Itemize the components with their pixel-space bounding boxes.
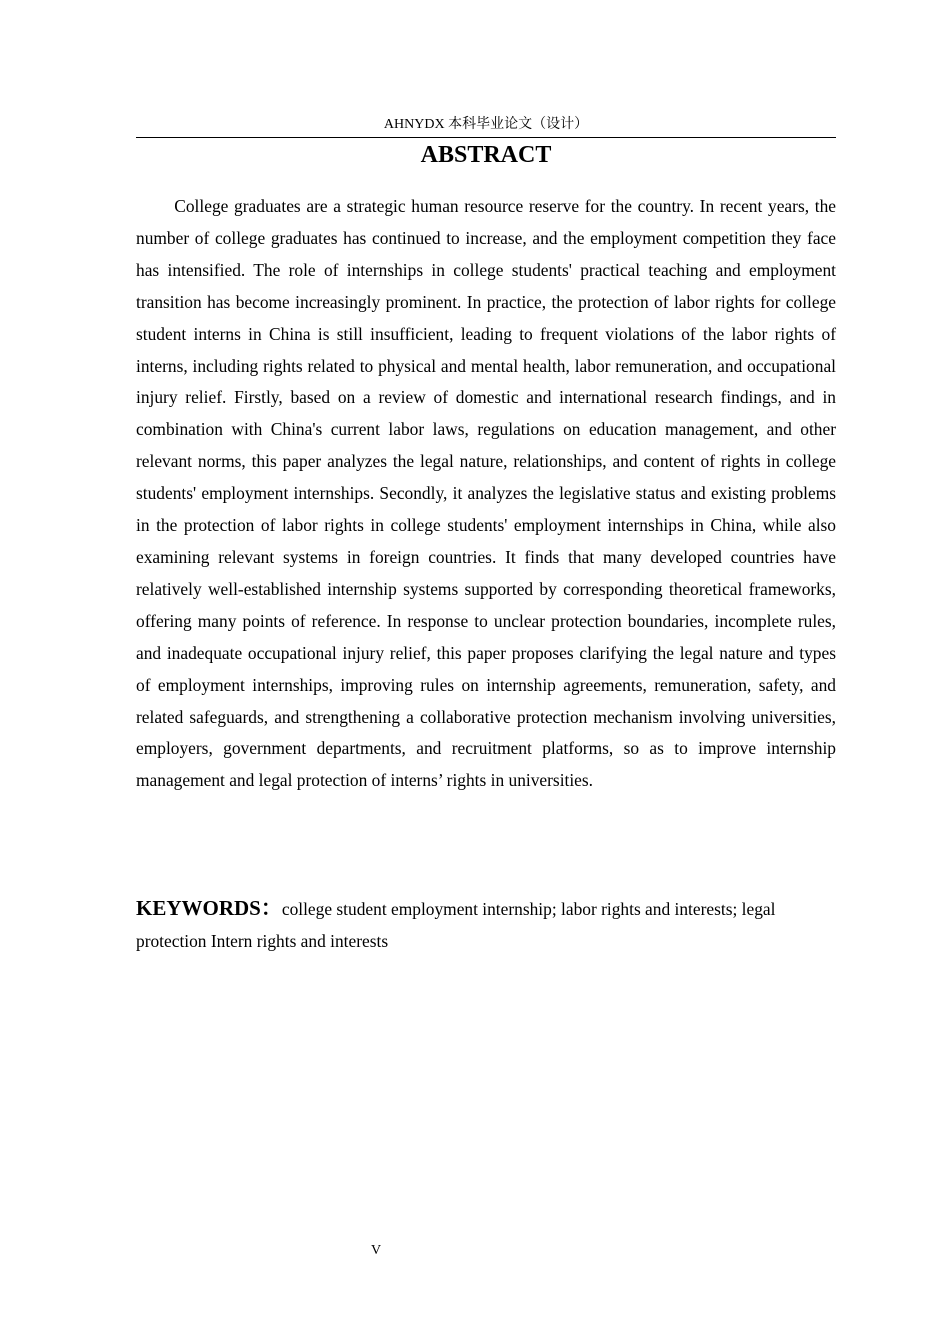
keywords-text: college student employment internship; labor rights and interests; legal protection Intern rights and interests [136,899,776,951]
page-number: V [370,1243,382,1258]
keywords-paragraph [136,893,836,958]
abstract-title: ABSTRACT [420,142,552,168]
header-rule [136,137,836,138]
abstract-body: College graduates are a strategic human resource reserve for the country. In recent years, the number of college graduates has continued to increase, and the employment competition they face has intensified. The role of internships in college students' practical teaching and employment transition has become increasingly prominent. In practice, the protection of labor rights for college student interns in China is still insufficient, leading to frequent violations of the labor rights of interns, including rights related to physical and mental health, labor remuneration, and occupational injury relief. Firstly, based on a review of domestic and international research findings, and in combination with China's current labor laws, regulations on education management, and other relevant norms, this paper analyzes the legal nature, relationships, and content of rights in college students' employment internships. Secondly, it analyzes the legislative status and existing problems in the protection of labor rights in college students' employment internships in China, while also examining relevant systems in foreign countries. It finds that many developed countries have relatively well-established internship systems supported by corresponding theoretical frameworks, offering many points of reference. In response to unclear protection boundaries, incomplete rules, and inadequate occupational injury relief, this paper proposes clarifying the legal nature and types of employment internships, improving rules on internship agreements, remuneration, safety, and related safeguards, and strengthening a collaborative protection mechanism involving universities, employers, government departments, and recruitment platforms, so as to improve internship management and legal protection of interns’ rights in universities. [136,196,836,791]
keywords-label: KEYWORDS： [136,896,282,920]
running-header: AHNYDX 本科毕业论文（设计） [383,117,589,132]
